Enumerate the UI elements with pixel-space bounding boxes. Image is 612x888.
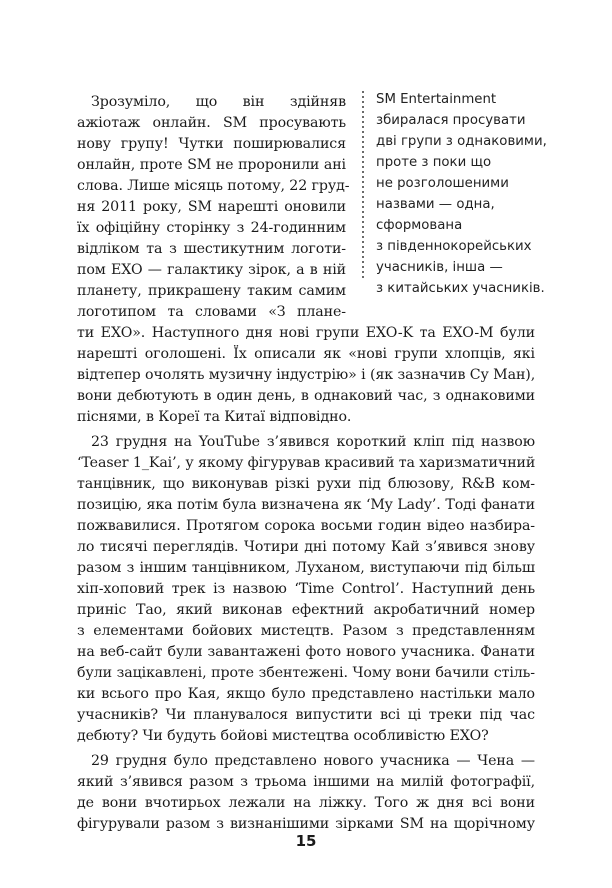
text-line: ня 2011 року, SM нарешті оновили — [77, 199, 346, 215]
text-line: слова. Лише місяць потому, 22 груд- — [77, 178, 350, 194]
text-line: приніс Тао, який виконав ефектний акробатичний номер — [77, 602, 535, 618]
text-line: 29 грудня було представлено нового учасника — Чена — — [91, 753, 535, 769]
pull-quote-line: з південнокорейських — [376, 239, 532, 254]
text-line: Зрозуміло, що він здійняв — [91, 94, 346, 110]
text-line: відліком та з шестикутним логоти- — [77, 241, 346, 257]
text-line: де вони вчотирьох лежали на ліжку. Того ж дня всі вони — [77, 795, 535, 811]
pull-quote-line: проте з поки що — [376, 155, 492, 170]
text-line: логотипом та словами «З плане- — [77, 304, 346, 320]
text-line: 23 грудня на YouTube з’явився короткий кліп під назвою — [91, 434, 535, 450]
text-line: ‘Teaser 1_Kai’, у якому фігурував красивий та харизматичний — [77, 455, 536, 471]
text-line: разом з іншим танцівником, Луханом, виступаючи під більш — [77, 560, 535, 576]
text-line: який з’явився разом з трьома іншими на милій фотографії, — [77, 774, 535, 790]
text-line: дебюту? Чи будуть бойові мистецтва особливістю EXO? — [77, 728, 489, 744]
text-line: їх офіційну сторінку з 24-годинним — [77, 220, 346, 236]
text-line: на веб-сайт були завантажені фото нового учасника. Фанати — [77, 644, 535, 660]
text-line: позицію, яка потім була визначена як ‘My Lady’. Тоді фанати — [77, 497, 535, 513]
text-line: планету, прикрашену таким самим — [77, 283, 346, 299]
text-line: нову групу! Чутки поширювалися — [77, 136, 346, 152]
text-line: фігурували разом з визнанішими зірками SM на щорічному — [77, 816, 535, 832]
text-line: відтепер очолять музичну індустрію» і (як зазначив Су Ман), — [77, 367, 536, 383]
pull-quote-line: сформована — [376, 218, 463, 233]
pull-quote-line: назвами — одна, — [376, 197, 495, 212]
text-line: піснями, в Кореї та Китаї відповідно. — [77, 409, 352, 425]
pull-quote-line: не розголошеними — [376, 176, 509, 191]
pull-quote-line: дві групи з однаковими, — [376, 134, 547, 149]
text-line: нарешті оголошені. Їх описали як «нові групи хлопців, які — [77, 346, 535, 362]
text-line: пом EXO — галактику зірок, а в ній — [77, 262, 346, 278]
dotted-divider — [362, 91, 364, 281]
pull-quote-line: SM Entertainment — [376, 92, 497, 107]
page-number: 15 — [295, 832, 317, 850]
text-line: ки всього про Кая, якщо було представлено настільки мало — [77, 686, 535, 702]
text-line: вони дебютують в один день, в однаковий час, з однаковими — [77, 388, 535, 404]
text-line: онлайн, проте SM не проронили ані — [77, 157, 346, 173]
text-line: ти EXO». Наступного дня нові групи EXO-K та EXO-M були — [77, 325, 535, 341]
pull-quote-line: збиралася просувати — [376, 113, 526, 128]
text-line: ло тисячі переглядів. Чотири дні потому Кай з’явився знову — [77, 539, 535, 555]
pull-quote-rule — [357, 88, 369, 282]
pull-quote-line: з китайських учасників. — [376, 281, 545, 296]
text-line: хіп-хоповий трек із назвою ‘Time Control’. Наступний день — [77, 581, 535, 597]
text-line: ажіотаж онлайн. SM просувають — [77, 115, 346, 131]
text-line: танцівник, що виконував різкі рухи під блюзову, R&B ком- — [77, 476, 535, 492]
text-line: були зацікавлені, проте збентежені. Чому вони бачили стіль- — [77, 665, 535, 681]
text-line: учасників? Чи планувалося випустити всі ці треки під час — [77, 707, 535, 723]
pull-quote-line: учасників, інша — — [376, 260, 503, 275]
text-line: з елементами бойових мистецтв. Разом з представленням — [77, 623, 535, 639]
text-line: пожвавилися. Протягом сорока восьми годин відео назбира- — [77, 518, 535, 534]
